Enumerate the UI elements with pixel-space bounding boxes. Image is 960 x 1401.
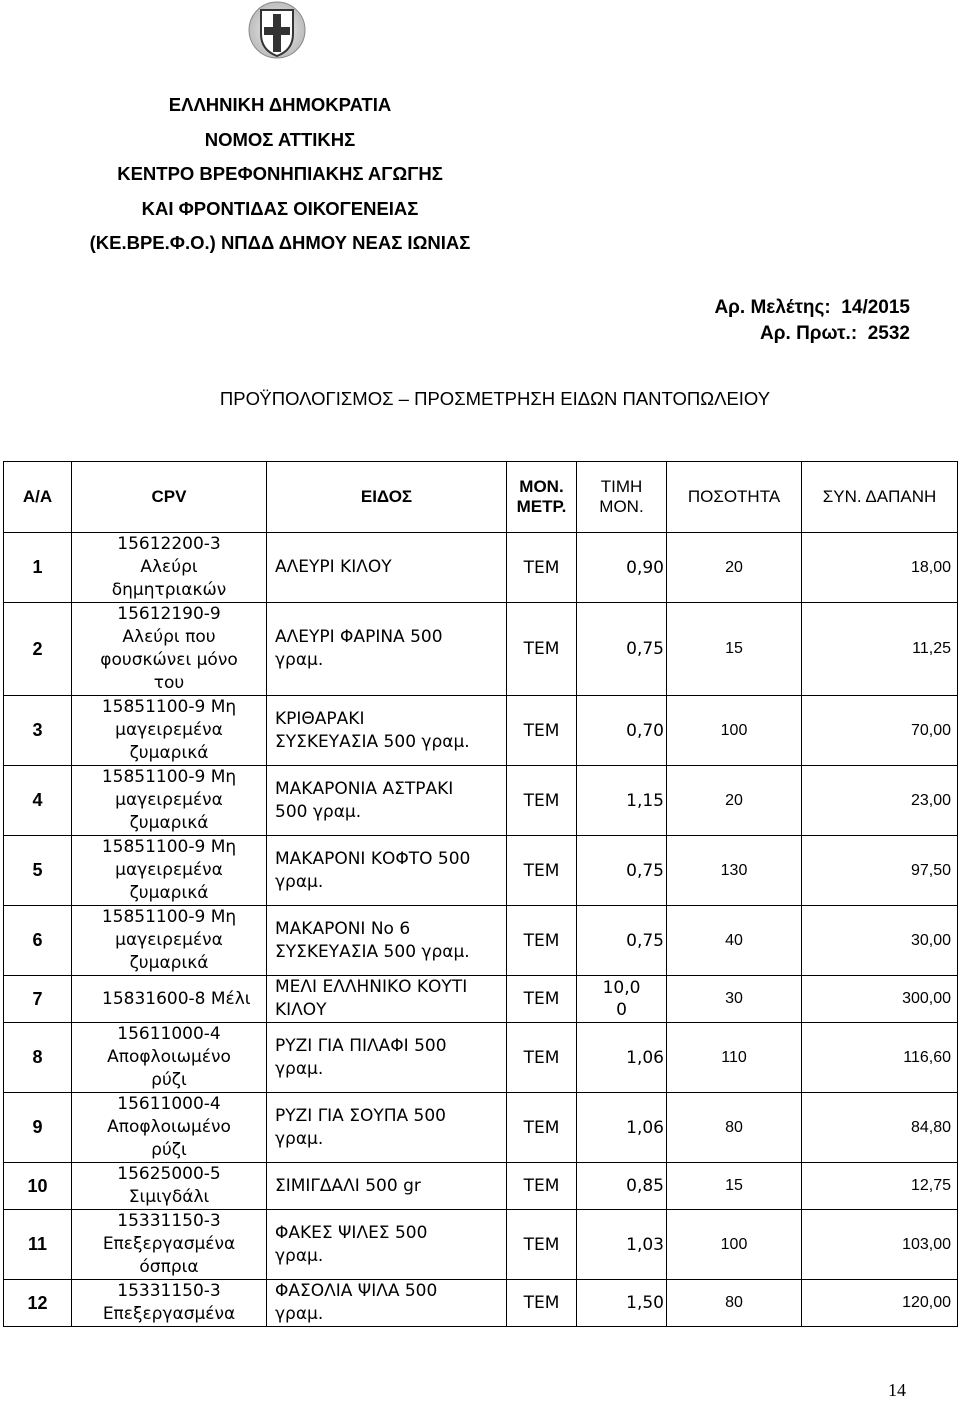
item-line: ΦΑΣΟΛΙΑ ΨΙΛΑ 500: [275, 1281, 438, 1301]
item-description-cell: [267, 696, 507, 766]
quantity: 80: [667, 1280, 802, 1327]
header-item: ΕΙΔΟΣ: [267, 462, 507, 533]
cpv-line: Αλεύρι που: [122, 627, 216, 647]
quantity: 80: [667, 1093, 802, 1163]
cpv-line: ρύζι: [151, 1070, 187, 1090]
issuer-header: [0, 88, 560, 261]
total-cost: 30,00: [802, 906, 958, 976]
header-line: ΚΕΝΤΡΟ ΒΡΕΦΟΝΗΠΙΑΚΗΣ ΑΓΩΓΗΣ: [117, 163, 443, 184]
cpv-line: ζυμαρικά: [129, 813, 209, 833]
table-row: [4, 696, 958, 766]
row-number: 2: [4, 603, 72, 696]
item-description-cell: [267, 603, 507, 696]
table-row: [4, 906, 958, 976]
cpv-line: 15851100-9 Μη: [101, 907, 237, 927]
cpv-line: 15851100-9 Μη: [101, 697, 237, 717]
header-unit-line: ΜΟΝ.: [519, 477, 564, 496]
item-line: γραμ.: [275, 1058, 324, 1079]
cpv-line: 15831600-8 Μέλι: [102, 988, 251, 1009]
header-line: (ΚΕ.ΒΡΕ.Φ.Ο.) ΝΠΔΔ ΔΗΜΟΥ ΝΕΑΣ ΙΩΝΙΑΣ: [89, 232, 471, 253]
cpv-code-cell: [72, 976, 267, 1023]
unit-price: 1,06: [577, 1093, 667, 1163]
document-title: ΠΡΟΫΠΟΛΟΓΙΣΜΟΣ – ΠΡΟΣΜΕΤΡΗΣΗ ΕΙΔΩΝ ΠΑΝΤΟΠΩΛΕΙΟΥ: [219, 388, 771, 409]
header-quantity: ΠΟΣΟΤΗΤΑ: [667, 462, 802, 533]
total-cost: 23,00: [802, 766, 958, 836]
header-unit: [507, 462, 577, 533]
header-price-line: ΜΟΝ.: [599, 497, 644, 516]
cpv-code-cell: [72, 1210, 267, 1280]
header-line: ΚΑΙ ΦΡΟΝΤΙΔΑΣ ΟΙΚΟΓΕΝΕΙΑΣ: [141, 197, 419, 219]
total-cost: 18,00: [802, 533, 958, 603]
header-line: ΕΛΛΗΝΙΚΗ ΔΗΜΟΚΡΑΤΙΑ: [168, 94, 392, 115]
item-line: ΦΑΚΕΣ ΨΙΛΕΣ 500: [275, 1222, 428, 1243]
total-cost: 103,00: [802, 1210, 958, 1280]
cpv-code-cell: [72, 1163, 267, 1210]
cpv-line: 15625000-5: [117, 1164, 221, 1184]
quantity: 100: [667, 696, 802, 766]
row-number: 5: [4, 836, 72, 906]
item-line: ΡΥΖΙ ΓΙΑ ΣΟΥΠΑ 500: [275, 1105, 446, 1126]
cpv-line: ρύζι: [151, 1140, 187, 1160]
quantity: 20: [667, 533, 802, 603]
cpv-code-cell: [72, 836, 267, 906]
total-cost: 84,80: [802, 1093, 958, 1163]
header-unit-line: ΜΕΤΡ.: [516, 497, 567, 516]
unit-price: 0,75: [577, 603, 667, 696]
quantity: 15: [667, 603, 802, 696]
item-line: γραμ.: [275, 1245, 324, 1266]
cpv-line: μαγειρεμένα: [115, 720, 223, 740]
table-row: [4, 603, 958, 696]
quantity: 110: [667, 1023, 802, 1093]
row-number: 6: [4, 906, 72, 976]
item-line: ΡΥΖΙ ΓΙΑ ΠΙΛΑΦΙ 500: [275, 1035, 447, 1056]
unit-price: 1,15: [577, 766, 667, 836]
cpv-line: 15851100-9 Μη: [101, 837, 237, 857]
row-number: 9: [4, 1093, 72, 1163]
row-number: 11: [4, 1210, 72, 1280]
header-aa: Α/Α: [4, 462, 72, 533]
row-number: 3: [4, 696, 72, 766]
table-row: [4, 533, 958, 603]
table-row: [4, 1023, 958, 1093]
item-description-cell: [267, 1023, 507, 1093]
header-cpv: CPV: [72, 462, 267, 533]
unit-of-measure: ΤΕΜ: [507, 1210, 577, 1280]
cpv-line: 15611000-4: [117, 1024, 221, 1044]
header-price-line: ΤΙΜΗ: [600, 477, 643, 496]
item-line: γραμ.: [275, 1304, 324, 1324]
cpv-code-cell: [72, 603, 267, 696]
total-cost: 70,00: [802, 696, 958, 766]
cpv-code-cell: [72, 906, 267, 976]
item-description-cell: [267, 1210, 507, 1280]
cpv-line: Αλεύρι: [140, 557, 198, 577]
cpv-line: φουσκώνει μόνο: [100, 650, 238, 670]
greek-coat-of-arms-emblem: [243, 0, 311, 68]
unit-of-measure: ΤΕΜ: [507, 906, 577, 976]
total-cost: 12,75: [802, 1163, 958, 1210]
item-line: ΣΙΜΙΓΔΑΛΙ 500 gr: [275, 1175, 421, 1196]
document-meta: [714, 295, 910, 347]
unit-of-measure: ΤΕΜ: [507, 603, 577, 696]
unit-price: 0,70: [577, 696, 667, 766]
table-row: [4, 1163, 958, 1210]
item-line: ΑΛΕΥΡΙ ΦΑΡΙΝΑ 500: [275, 627, 443, 647]
unit-of-measure: ΤΕΜ: [507, 1093, 577, 1163]
quantity: 100: [667, 1210, 802, 1280]
item-line: ΚΡΙΘΑΡΑΚΙ: [275, 708, 365, 729]
unit-price: 10,0 0: [577, 976, 667, 1023]
cpv-line: 15612190-9: [117, 604, 221, 624]
item-line: ΑΛΕΥΡΙ ΚΙΛΟΥ: [275, 557, 392, 577]
cpv-line: Επεξεργασμένα: [102, 1304, 236, 1324]
cpv-line: Επεξεργασμένα: [102, 1234, 236, 1254]
quantity: 130: [667, 836, 802, 906]
quantity: 30: [667, 976, 802, 1023]
unit-of-measure: ΤΕΜ: [507, 1280, 577, 1327]
cpv-line: ζυμαρικά: [129, 743, 209, 763]
item-description-cell: [267, 766, 507, 836]
item-description-cell: [267, 1280, 507, 1327]
unit-of-measure: ΤΕΜ: [507, 1023, 577, 1093]
cpv-code-cell: [72, 1280, 267, 1327]
unit-price: 0,85: [577, 1163, 667, 1210]
cpv-line: 15331150-3: [117, 1281, 221, 1301]
unit-price: 0,75: [577, 836, 667, 906]
study-number: Αρ. Μελέτης: 14/2015: [714, 297, 910, 318]
table-row: [4, 766, 958, 836]
unit-of-measure: ΤΕΜ: [507, 836, 577, 906]
table-header-row: [4, 462, 958, 533]
unit-of-measure: ΤΕΜ: [507, 533, 577, 603]
item-line: ΜΑΚΑΡΟΝΙΑ ΑΣΤΡΑΚΙ: [275, 778, 454, 799]
cpv-line: ζυμαρικά: [129, 953, 209, 973]
unit-price: 1,03: [577, 1210, 667, 1280]
item-line: γραμ.: [275, 871, 324, 892]
unit-price: 1,06: [577, 1023, 667, 1093]
unit-of-measure: ΤΕΜ: [507, 696, 577, 766]
cpv-line: Σιμιγδάλι: [128, 1187, 210, 1207]
item-description-cell: [267, 533, 507, 603]
cpv-line: Αποφλοιωμένο: [107, 1047, 231, 1067]
table-row: [4, 1093, 958, 1163]
unit-price: 1,50: [577, 1280, 667, 1327]
item-description-cell: [267, 906, 507, 976]
quantity: 20: [667, 766, 802, 836]
unit-price: 0,75: [577, 906, 667, 976]
item-line: γραμ.: [275, 1128, 324, 1149]
header-total: ΣΥΝ. ΔΑΠΑΝΗ: [802, 462, 958, 533]
item-description-cell: [267, 976, 507, 1023]
cpv-line: όσπρια: [139, 1257, 199, 1277]
item-line: ΜΕΛΙ ΕΛΛΗΝΙΚΟ ΚΟΥΤΙ: [275, 977, 468, 997]
cpv-line: δημητριακών: [111, 580, 227, 600]
table-row: [4, 1280, 958, 1327]
total-cost: 97,50: [802, 836, 958, 906]
cpv-line: 15612200-3: [117, 534, 221, 554]
item-line: ΚΙΛΟΥ: [275, 1000, 327, 1020]
header-line: ΝΟΜΟΣ ΑΤΤΙΚΗΣ: [204, 128, 356, 150]
item-line: γραμ.: [275, 650, 324, 670]
unit-of-measure: ΤΕΜ: [507, 976, 577, 1023]
cpv-line: μαγειρεμένα: [115, 790, 223, 810]
row-number: 12: [4, 1280, 72, 1327]
cpv-line: 15851100-9 Μη: [101, 767, 237, 787]
table-row: [4, 1210, 958, 1280]
budget-table: [3, 461, 958, 1327]
cpv-code-cell: [72, 696, 267, 766]
item-description-cell: [267, 836, 507, 906]
cpv-code-cell: [72, 1023, 267, 1093]
unit-price: 0,90: [577, 533, 667, 603]
unit-of-measure: ΤΕΜ: [507, 1163, 577, 1210]
cpv-line: μαγειρεμένα: [115, 860, 223, 880]
cpv-code-cell: [72, 766, 267, 836]
cpv-line: του: [153, 673, 185, 693]
item-line: 500 γραμ.: [275, 801, 362, 822]
table-row: [4, 976, 958, 1023]
cpv-line: μαγειρεμένα: [115, 930, 223, 950]
header-price: [577, 462, 667, 533]
total-cost: 300,00: [802, 976, 958, 1023]
row-number: 4: [4, 766, 72, 836]
item-line: ΣΥΣΚΕΥΑΣΙΑ 500 γραμ.: [275, 731, 470, 752]
cpv-line: ζυμαρικά: [129, 883, 209, 903]
cpv-line: Αποφλοιωμένο: [107, 1117, 231, 1137]
item-line: ΜΑΚΑΡΟΝΙ ΚΟΦΤΟ 500: [275, 848, 471, 869]
cpv-code-cell: [72, 533, 267, 603]
cpv-code-cell: [72, 1093, 267, 1163]
protocol-number: Αρ. Πρωτ.: 2532: [760, 323, 910, 344]
table-row: [4, 836, 958, 906]
row-number: 7: [4, 976, 72, 1023]
total-cost: 11,25: [802, 603, 958, 696]
quantity: 15: [667, 1163, 802, 1210]
item-line: ΜΑΚΑΡΟΝΙ Νο 6: [275, 918, 411, 939]
cpv-line: 15331150-3: [117, 1211, 221, 1231]
unit-of-measure: ΤΕΜ: [507, 766, 577, 836]
row-number: 8: [4, 1023, 72, 1093]
item-description-cell: [267, 1093, 507, 1163]
page-number: 14: [888, 1380, 906, 1400]
cpv-line: 15611000-4: [117, 1094, 221, 1114]
total-cost: 120,00: [802, 1280, 958, 1327]
total-cost: 116,60: [802, 1023, 958, 1093]
row-number: 10: [4, 1163, 72, 1210]
item-description-cell: [267, 1163, 507, 1210]
row-number: 1: [4, 533, 72, 603]
quantity: 40: [667, 906, 802, 976]
item-line: ΣΥΣΚΕΥΑΣΙΑ 500 γραμ.: [275, 941, 470, 962]
